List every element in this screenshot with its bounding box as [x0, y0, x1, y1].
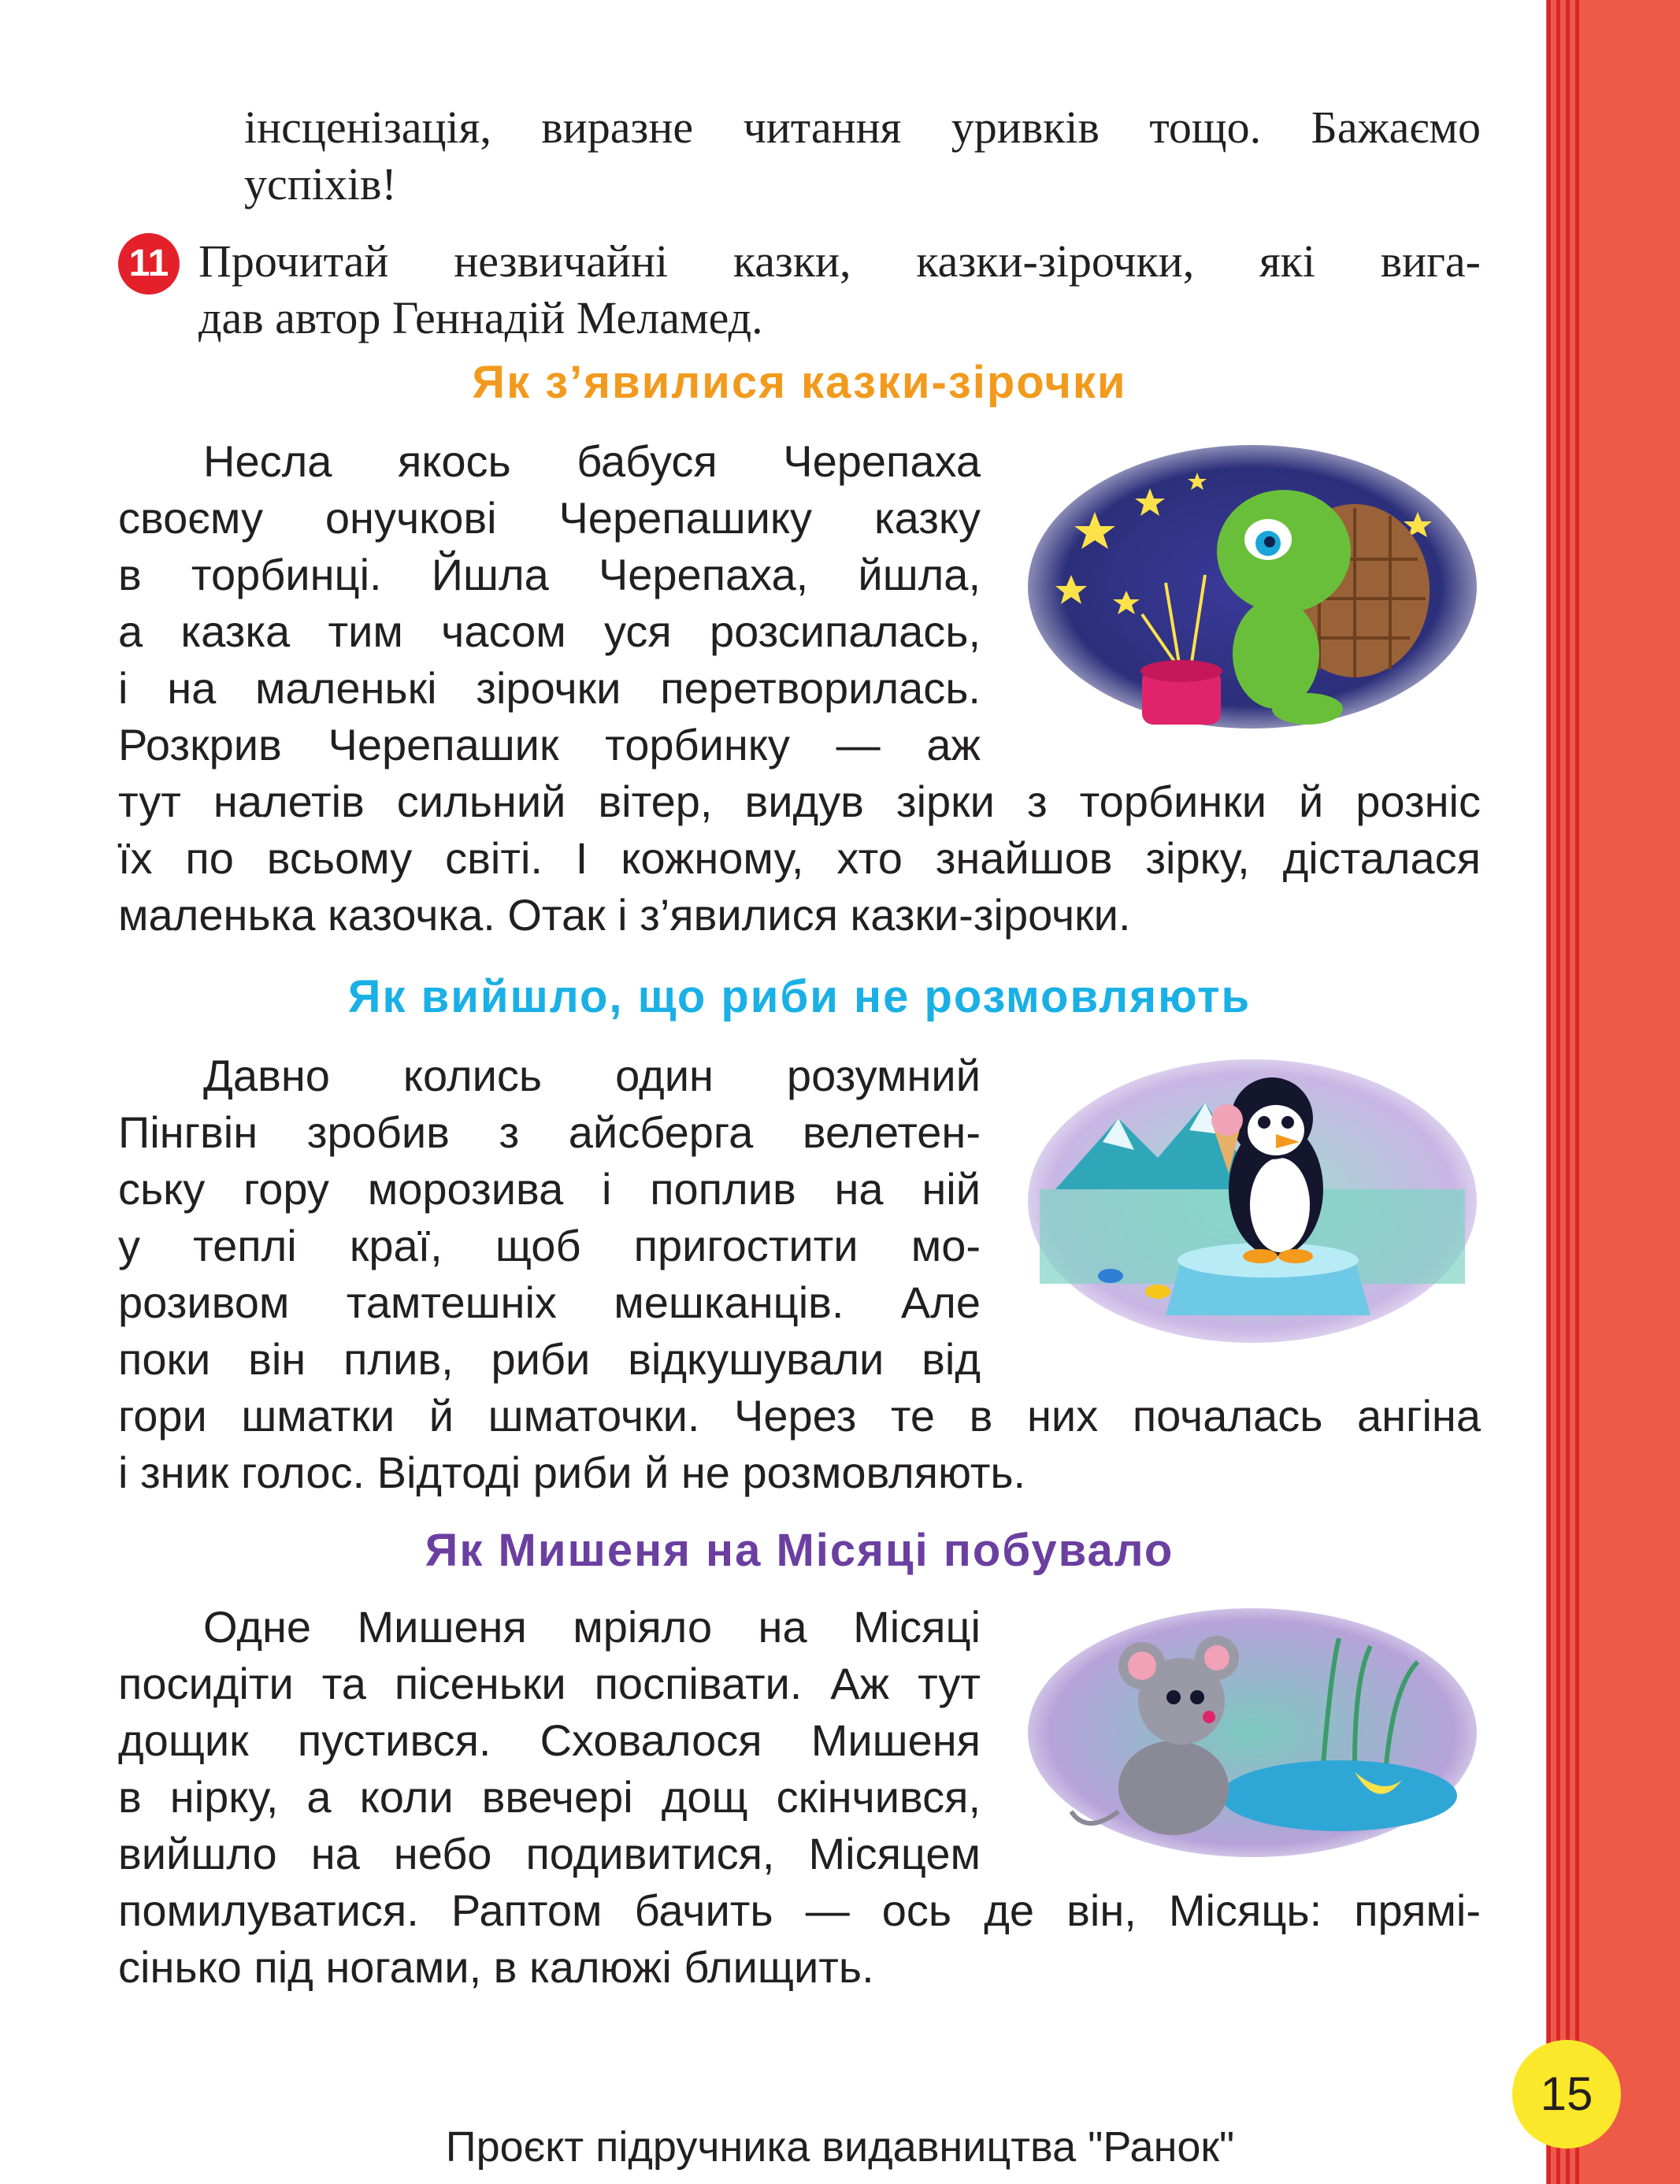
turtle-with-stars-illustration: [1024, 441, 1481, 732]
penguin-with-ice-cream-illustration: [1024, 1055, 1481, 1347]
intro-line: інсценізація, виразне читання уривків тощо. Бажаємо: [244, 102, 1481, 153]
story-line: Давно колись один розумний: [203, 1051, 981, 1100]
story-line: а казка тим часом уся розсипалась,: [118, 606, 981, 656]
mouse-by-puddle-illustration: [1024, 1607, 1481, 1859]
story-line: тут налетів сильний вітер, видув зірки з торбинки й розніс: [118, 777, 1481, 826]
intro-paragraph: [244, 99, 1481, 213]
story-line: Несла якось бабуся Черепаха: [203, 436, 981, 486]
story-title: Як з’явилися казки-зірочки: [472, 357, 1127, 408]
task-number-badge: 11: [118, 233, 180, 295]
story-line: дощик пустився. Сховалося Мишеня: [118, 1715, 981, 1765]
story-line: посидіти та пісеньки поспівати. Аж тут: [118, 1659, 981, 1708]
page-number-badge: 15: [1512, 2040, 1621, 2149]
task-text: [198, 233, 1481, 347]
story-line: вийшло на небо подивитися, Місяцем: [118, 1829, 981, 1878]
story-line: гори шматки й шматочки. Через те в них почалась ангіна: [118, 1391, 1481, 1441]
side-stripe: [1547, 0, 1551, 2184]
story-line: ську гору морозива і поплив на ній: [118, 1164, 981, 1214]
intro-line: успіхів!: [244, 158, 397, 210]
story-line: і на маленькі зірочки перетворилась.: [118, 663, 981, 713]
story-line: сінько під ногами, в калюжі блищить.: [118, 1942, 874, 1992]
story-line: розивом тамтешніх мешканців. Але: [118, 1277, 981, 1327]
side-stripe: [1575, 0, 1579, 2184]
story-line: і зник голос. Відтоді риби й не розмовляють.: [118, 1448, 1026, 1497]
story-line: в нірку, а коли ввечері дощ скінчився,: [118, 1772, 981, 1822]
task-line: Прочитай незвичайні казки, казки-зірочки, які вига-: [198, 235, 1481, 287]
story-line: поки він плив, риби відкушували від: [118, 1334, 981, 1384]
story-title: Як вийшло, що риби не розмовляють: [347, 971, 1252, 1022]
side-stripe: [1566, 0, 1570, 2184]
side-stripe: [1556, 0, 1560, 2184]
story-line: помилуватися. Раптом бачить — ось де він, Місяць: прямі-: [118, 1886, 1481, 1935]
story-title: Як Мишеня на Місяці побувало: [425, 1525, 1174, 1576]
footer-text: Проєкт підручника видавництва "Ранок": [445, 2123, 1235, 2171]
story-line: маленька казочка. Отак і з’явилися казки-зірочки.: [118, 890, 1131, 940]
story-line: у теплі краї, щоб пригостити мо-: [118, 1221, 981, 1270]
story-line: Пінгвін зробив з айсберга велетен-: [118, 1107, 981, 1157]
task-line: дав автор Геннадій Меламед.: [198, 292, 763, 343]
story-line: в торбинці. Йшла Черепаха, йшла,: [118, 550, 981, 599]
story-line: їх по всьому світі. І кожному, хто знайшов зірку, дісталася: [118, 833, 1481, 883]
story-line: своєму онучкові Черепашику казку: [118, 493, 981, 543]
story-line: Розкрив Черепашик торбинку — аж: [118, 720, 981, 769]
story-line: Одне Мишеня мріяло на Місяці: [203, 1602, 981, 1652]
